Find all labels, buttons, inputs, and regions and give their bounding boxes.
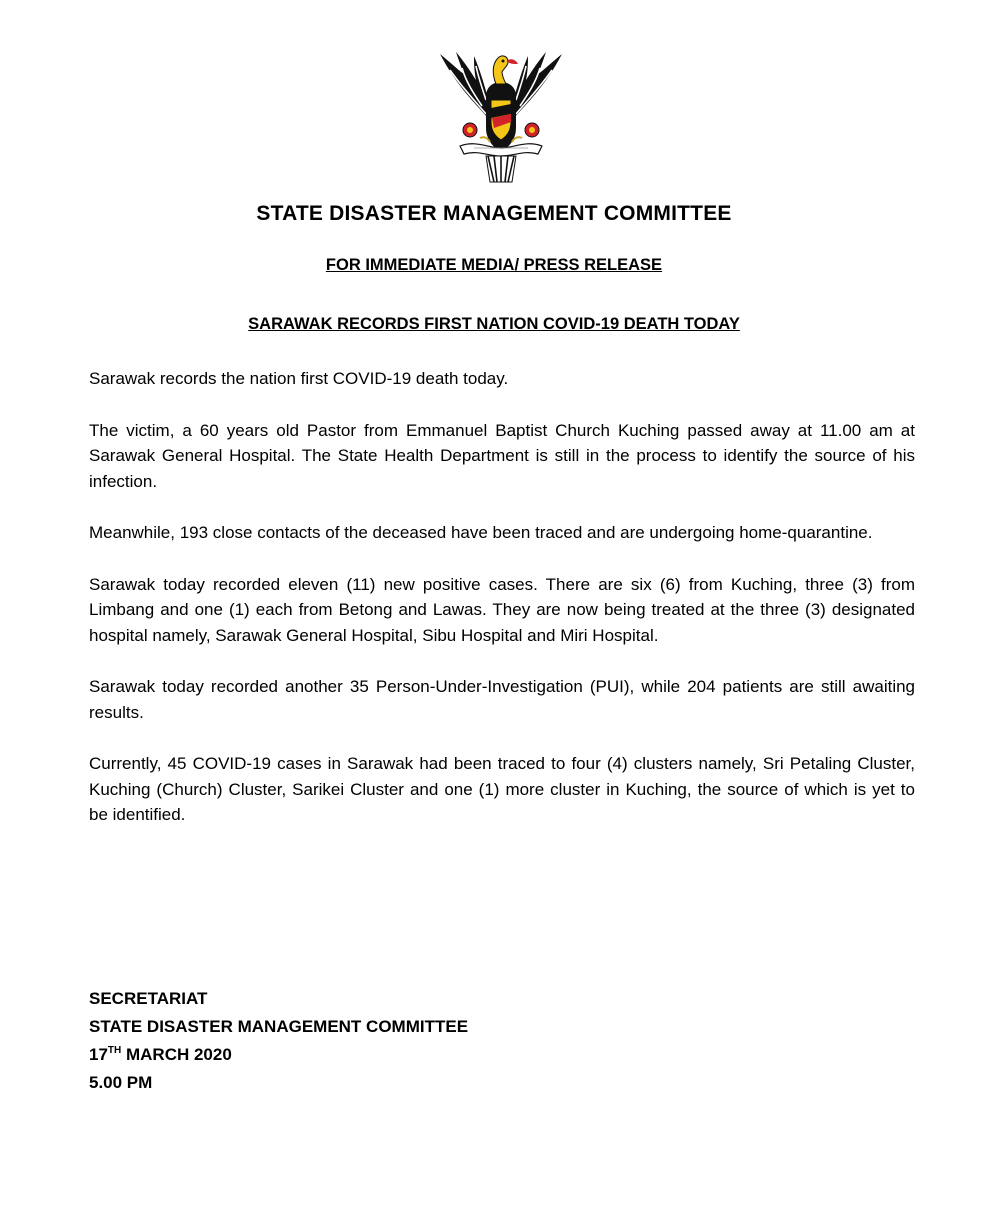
date-month-year: MARCH 2020 — [121, 1045, 232, 1064]
paragraph-announcement: Sarawak records the nation first COVID-19 death today. — [89, 369, 509, 388]
paragraph-close-contacts: Meanwhile, 193 close contacts of the deceased have been traced and are undergoing home-quarantine. — [89, 523, 873, 542]
signature-time: 5.00 PM — [89, 1073, 153, 1092]
press-release-body — [89, 366, 915, 854]
sarawak-coat-of-arms-icon — [436, 44, 566, 186]
press-release-headline: SARAWAK RECORDS FIRST NATION COVID-19 DEATH TODAY — [248, 315, 740, 333]
committee-title: STATE DISASTER MANAGEMENT COMMITTEE — [256, 202, 732, 225]
paragraph-pui: Sarawak today recorded another 35 Person-Under-Investigation (PUI), while 204 patients are still awaiting results. — [89, 677, 915, 722]
paragraph-new-cases: Sarawak today recorded eleven (11) new positive cases. There are six (6) from Kuching, three (3) from Limbang and one (1) each from Betong and Lawas. They are now being treated at the three (3) designated hospital namely, Sarawak General Hospital, Sibu Hospital and Miri Hospital. — [89, 574, 915, 645]
signature-committee: STATE DISASTER MANAGEMENT COMMITTEE — [89, 1017, 469, 1036]
date-day: 17 — [89, 1045, 108, 1064]
signature-block — [89, 985, 468, 1097]
signature-date — [89, 1041, 468, 1069]
release-type-label: FOR IMMEDIATE MEDIA/ PRESS RELEASE — [325, 256, 663, 274]
paragraph-victim: The victim, a 60 years old Pastor from Emmanuel Baptist Church Kuching passed away at 11.00 am at Sarawak General Hospital. The State Health Department is still in the process to identify the source of his infection. — [89, 420, 915, 491]
paragraph-clusters: Currently, 45 COVID-19 cases in Sarawak had been traced to four (4) clusters namely, Sri Petaling Cluster, Kuching (Church) Cluster, Sarikei Cluster and one (1) more cluster in Kuching, the source of which is yet to be identified. — [89, 754, 915, 824]
signature-secretariat: SECRETARIAT — [89, 989, 208, 1008]
date-suffix: TH — [107, 1045, 122, 1056]
